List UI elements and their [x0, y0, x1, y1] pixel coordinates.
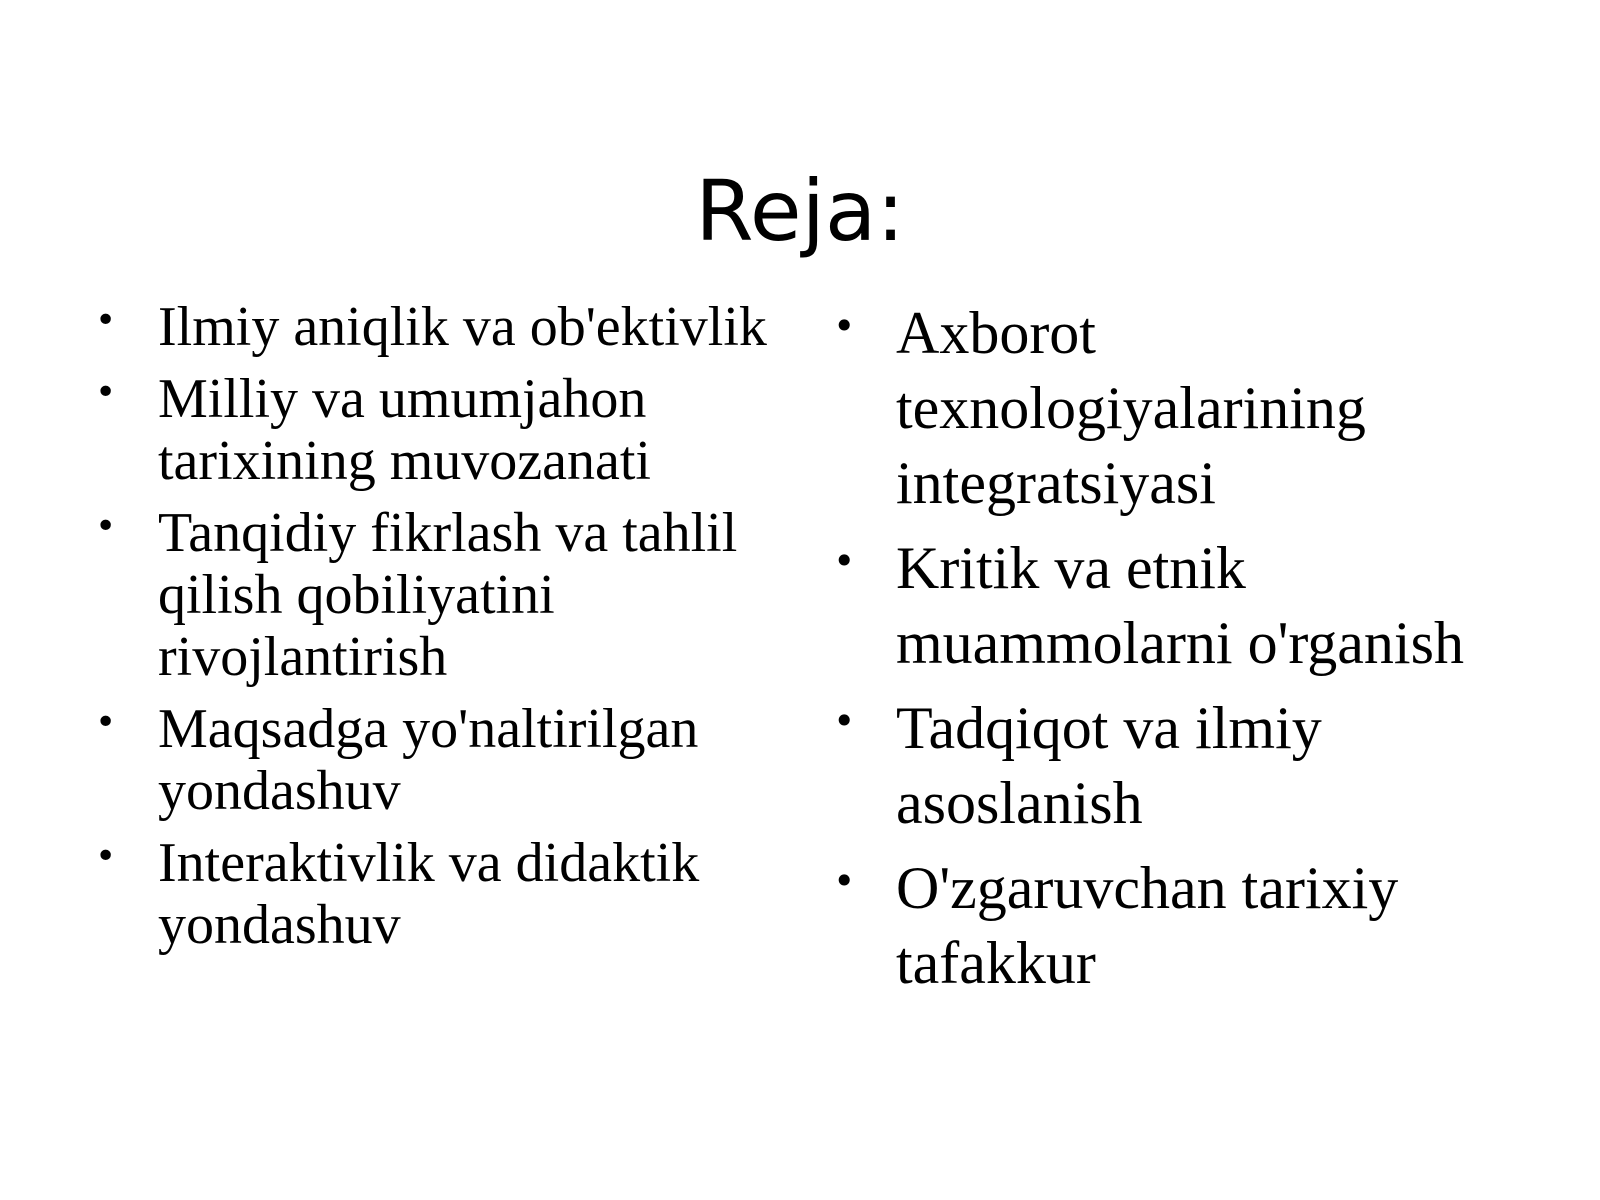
list-item [95, 502, 785, 688]
bullet-dot-icon: • [833, 859, 856, 903]
bullet-dot-icon: • [95, 506, 117, 547]
list-item-text: Interaktivlik va didaktik yondashuv [158, 832, 700, 956]
list-item-text: Kritik va etnik muammolarni o'rganish [896, 535, 1464, 676]
list-item [833, 851, 1553, 1001]
list-item-text: Milliy va umumjahon tarixining muvozanati [158, 368, 651, 492]
list-item [95, 296, 785, 358]
bullet-dot-icon: • [833, 699, 856, 743]
bullet-dot-icon: • [833, 539, 856, 583]
list-item [95, 368, 785, 492]
bullet-dot-icon: • [95, 702, 117, 743]
list-item-text: Tanqidiy fikrlash va tahlil qilish qobiliyatini rivojlantirish [158, 502, 738, 688]
list-item [833, 531, 1553, 681]
list-item-text: Axborot texnologiyalarining integratsiyasi [896, 300, 1366, 516]
bullet-dot-icon: • [833, 304, 856, 348]
right-bullet-list [833, 296, 1553, 1011]
list-item [833, 296, 1553, 521]
list-item [95, 698, 785, 822]
bullet-dot-icon: • [95, 300, 117, 341]
list-item-text: Maqsadga yo'naltirilgan yondashuv [158, 698, 699, 822]
bullet-dot-icon: • [95, 836, 117, 877]
list-item-text: Ilmiy aniqlik va ob'ektivlik [158, 296, 767, 358]
bullet-dot-icon: • [95, 372, 117, 413]
list-item [833, 691, 1553, 841]
list-item-text: O'zgaruvchan tarixiy tafakkur [896, 855, 1399, 996]
left-bullet-list [95, 296, 785, 966]
list-item-text: Tadqiqot va ilmiy asoslanish [896, 695, 1322, 836]
list-item [95, 832, 785, 956]
slide-title: Reja: [695, 162, 905, 261]
